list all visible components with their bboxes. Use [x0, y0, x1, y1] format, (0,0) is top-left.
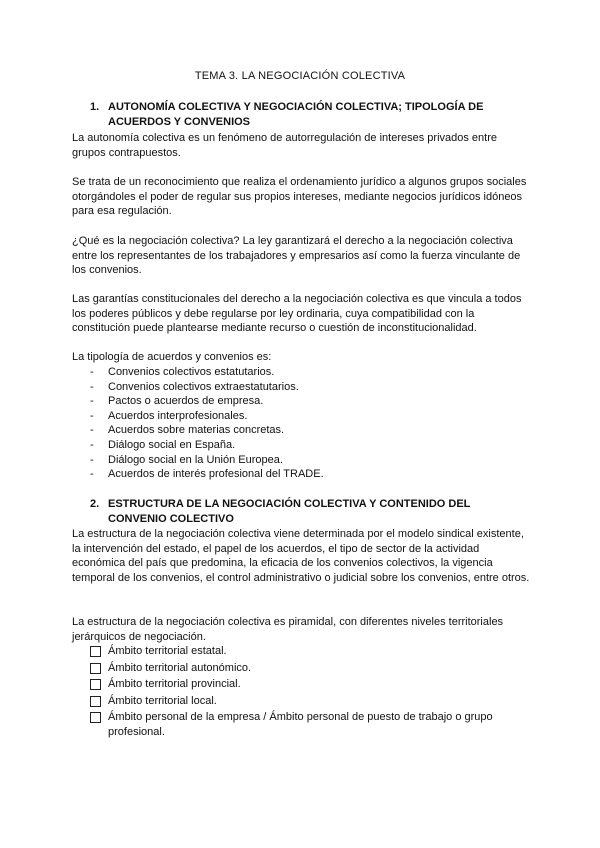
section-1-paragraph-2: Se trata de un reconocimiento que realiza el ordenamiento jurídico a algunos grupos sociales otorgándoles el poder de regular sus propios intereses, mediante negocios jurídicos idóneos para esa regulación.	[72, 176, 527, 218]
section-2-paragraph-2: La estructura de la negociación colectiva es piramidal, con diferentes niveles territoriales jerárquicos de negociación.	[72, 616, 504, 643]
typology-list	[72, 365, 532, 482]
checklist-item: Ámbito territorial estatal.	[90, 644, 530, 659]
checkbox-icon	[90, 646, 101, 657]
checkbox-icon	[90, 712, 101, 723]
section-2-heading	[90, 497, 520, 526]
checkbox-icon	[90, 663, 101, 674]
section-1-paragraph-1: La autonomía colectiva es un fenómeno de autorregulación de intereses privados entre grupos contrapuestos.	[72, 132, 497, 159]
checklist-item: Ámbito territorial provincial.	[90, 677, 530, 692]
section-2-paragraph-1: La estructura de la negociación colectiva viene determinada por el modelo sindical existente, la intervención del estado, el papel de los acuerdos, el tipo de sector de la actividad económica del país que predomina, la eficacia de los convenios colectivos, la vigencia temporal de los convenios, el control administrativo o judicial sobre los convenios, entre otros.	[72, 528, 530, 584]
section-1-paragraph-3: ¿Qué es la negociación colectiva? La ley garantizará el derecho a la negociación colectiva entre los representantes de los trabajadores y empresarios así como la fuerza vinculante de los convenios.	[72, 235, 521, 277]
section-2-title: ESTRUCTURA DE LA NEGOCIACIÓN COLECTIVA Y CONTENIDO DEL CONVENIO COLECTIVO	[108, 498, 471, 525]
checkbox-icon	[90, 696, 101, 707]
section-1-number: 1.	[90, 101, 100, 113]
checklist-item: Ámbito territorial autonómico.	[90, 661, 530, 676]
section-1-heading	[90, 100, 520, 129]
list-item: - Diálogo social en la Unión Europea.	[90, 453, 283, 466]
section-1-title: AUTONOMÍA COLECTIVA Y NEGOCIACIÓN COLECTIVA; TIPOLOGÍA DE ACUERDOS Y CONVENIOS	[108, 101, 484, 128]
list-item: - Diálogo social en España.	[90, 438, 236, 451]
checklist-item: Ámbito personal de la empresa / Ámbito personal de puesto de trabajo o grupo profesional.	[90, 710, 530, 739]
section-1-paragraph-4: Las garantías constitucionales del derecho a la negociación colectiva es que vincula a todos los poderes públicos y debe regularse por ley ordinaria, cuya compatibilidad con la constitución puede plantearse mediante recurso o cuestión de inconstitucionalidad.	[72, 293, 522, 335]
checkbox-icon	[90, 679, 101, 690]
list-item: - Acuerdos interprofesionales.	[90, 409, 248, 422]
typology-list-intro: La tipología de acuerdos y convenios es:	[72, 351, 272, 363]
list-item: - Pactos o acuerdos de empresa.	[90, 395, 264, 408]
list-item: - Convenios colectivos extraestatutarios.	[90, 380, 299, 393]
document-title: TEMA 3. LA NEGOCIACIÓN COLECTIVA	[194, 70, 406, 82]
checklist-item: Ámbito territorial local.	[90, 694, 530, 709]
list-item: - Convenios colectivos estatutarios.	[90, 366, 275, 378]
territorial-levels-checklist	[90, 644, 530, 742]
section-2-number: 2.	[90, 498, 100, 510]
list-item: - Acuerdos de interés profesional del TRADE.	[90, 468, 324, 481]
list-item: - Acuerdos sobre materias concretas.	[90, 424, 285, 437]
